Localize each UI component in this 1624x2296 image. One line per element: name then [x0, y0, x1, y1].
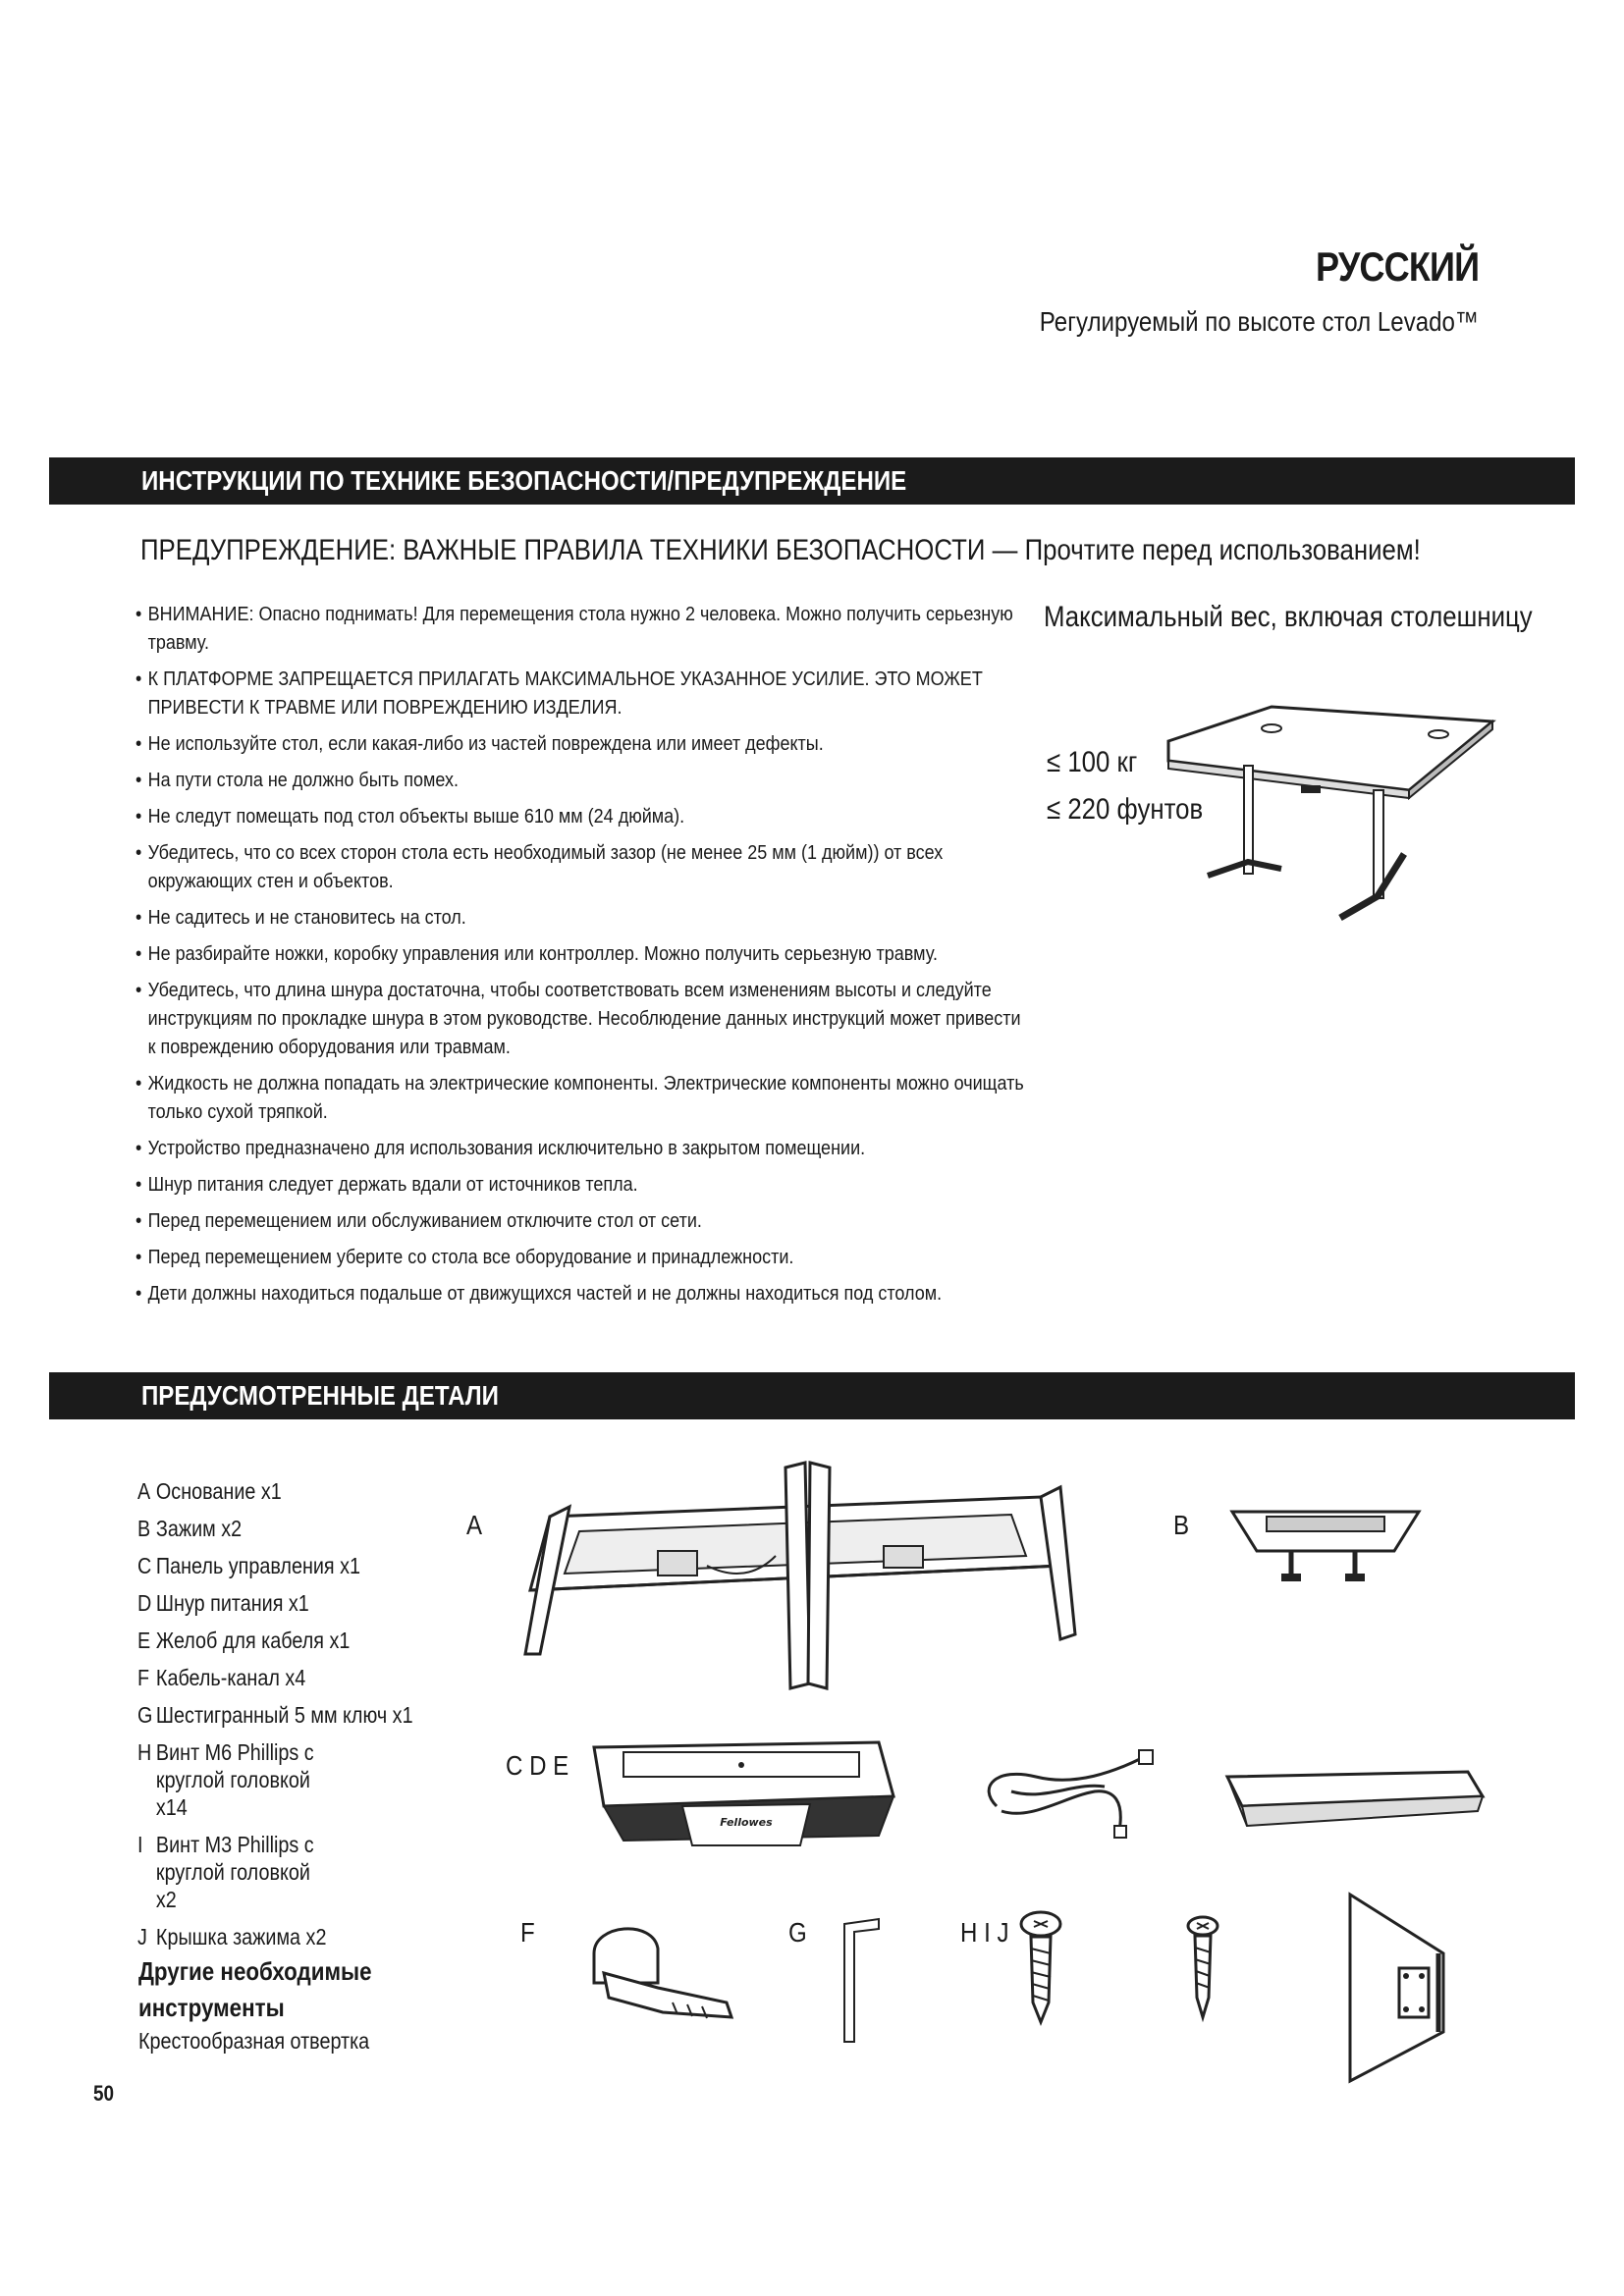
power-cord-illustration	[977, 1733, 1159, 1841]
screw-m6-illustration	[1016, 1909, 1065, 2027]
desk-illustration	[1164, 697, 1497, 933]
list-item	[137, 1696, 413, 1734]
part-description: Кабель-канал x4	[155, 1665, 306, 1690]
figure-label-f: F	[520, 1917, 535, 1948]
part-description: Винт M3 Phillips с круглой головкой x2	[155, 1832, 314, 1912]
figure-label-a: A	[466, 1510, 483, 1540]
part-letter: G	[137, 1702, 153, 1728]
part-letter: E	[137, 1628, 151, 1653]
part-description: Шестигранный 5 мм ключ x1	[155, 1702, 413, 1728]
list-item: • Устройство предназначено для использования исключительно в закрытом помещении.	[135, 1135, 1032, 1163]
list-item	[137, 1826, 413, 1918]
list-item: • Не используйте стол, если какая-либо из частей повреждена или имеет дефекты.	[135, 730, 1032, 759]
cable-tray-illustration	[1222, 1767, 1488, 1836]
part-description: Панель управления x1	[155, 1553, 361, 1578]
warning-heading: ПРЕДУПРЕЖДЕНИЕ: ВАЖНЫЕ ПРАВИЛА ТЕХНИКИ БЕЗОПАСНОСТИ — Прочтите перед использованием!	[140, 534, 1421, 566]
list-item: • Не следут помещать под стол объекты выше 610 мм (24 дюйма).	[135, 803, 1032, 831]
part-letter: B	[137, 1516, 151, 1541]
parts-section-title: ПРЕДУСМОТРЕННЫЕ ДЕТАЛИ	[141, 1380, 499, 1411]
safety-section-title: ИНСТРУКЦИИ ПО ТЕХНИКЕ БЕЗОПАСНОСТИ/ПРЕДУПРЕЖДЕНИЕ	[141, 465, 907, 496]
part-letter: J	[137, 1924, 147, 1949]
part-description: Желоб для кабеля x1	[155, 1628, 351, 1653]
list-item	[137, 1510, 413, 1547]
tools-title: Другие необходимые инструменты	[138, 1956, 372, 2022]
part-letter: F	[137, 1665, 150, 1690]
figure-label-cde: C D E	[506, 1750, 569, 1781]
figure-label-hij: H I J	[960, 1917, 1009, 1948]
list-item	[137, 1472, 413, 1510]
safety-instructions-list	[135, 601, 1024, 1316]
parts-list	[137, 1472, 458, 1955]
part-description: Крышка зажима x2	[155, 1924, 327, 1949]
language-title: РУССКИЙ	[1315, 243, 1479, 290]
cable-clip-illustration	[565, 1914, 741, 2032]
part-description: Основание x1	[155, 1478, 282, 1504]
max-weight-title: Максимальный вес, включая столешницу	[1044, 601, 1533, 633]
list-item	[137, 1659, 413, 1696]
list-item	[137, 1918, 413, 1955]
list-item	[137, 1734, 413, 1826]
part-letter: A	[137, 1478, 151, 1504]
screw-m3-illustration	[1183, 1914, 1222, 2022]
list-item	[137, 1547, 413, 1584]
list-item: • Перед перемещением или обслуживанием отключите стол от сети.	[135, 1207, 1032, 1236]
base-frame-illustration	[511, 1458, 1090, 1703]
document-subtitle: Регулируемый по высоте стол Levado™	[1039, 306, 1479, 337]
list-item: • Не разбирайте ножки, коробку управления или контроллер. Можно получить серьезную травму.	[135, 940, 1032, 969]
part-letter: D	[137, 1590, 152, 1616]
clamp-cover-illustration	[1345, 1890, 1463, 2086]
list-item: • К ПЛАТФОРМЕ ЗАПРЕЩАЕТСЯ ПРИЛАГАТЬ МАКСИМАЛЬНОЕ УКАЗАННОЕ УСИЛИЕ. ЭТО МОЖЕТ ПРИВЕСТИ К ТРАВМЕ ИЛИ ПОВРЕЖДЕНИЮ ИЗДЕЛИЯ.	[135, 666, 1032, 722]
list-item: • Не садитесь и не становитесь на стол.	[135, 904, 1032, 933]
part-letter: C	[137, 1553, 152, 1578]
tools-item: Крестообразная отвертка	[138, 2028, 370, 2054]
part-letter: I	[137, 1832, 143, 1857]
part-letter: H	[137, 1739, 152, 1765]
max-weight-kg: ≤ 100 кг	[1047, 746, 1138, 778]
list-item	[137, 1622, 413, 1659]
part-description: Винт M6 Phillips с круглой головкой x14	[155, 1739, 314, 1820]
panel-brand: Fellowes	[720, 1816, 773, 1829]
part-description: Зажим x2	[155, 1516, 243, 1541]
clamp-illustration	[1227, 1507, 1424, 1590]
max-weight-lb: ≤ 220 фунтов	[1047, 793, 1204, 826]
hex-key-illustration	[839, 1914, 889, 2047]
list-item: • Перед перемещением уберите со стола все оборудование и принадлежности.	[135, 1244, 1032, 1272]
list-item: • Жидкость не должна попадать на электрические компоненты. Электрические компоненты можно очищать только сухой тряпкой.	[135, 1070, 1032, 1127]
page-number: 50	[93, 2081, 115, 2106]
list-item: • ВНИМАНИЕ: Опасно поднимать! Для перемещения стола нужно 2 человека. Можно получить серьезную травму.	[135, 601, 1032, 658]
list-item: • На пути стола не должно быть помех.	[135, 767, 1032, 795]
figure-label-b: B	[1173, 1510, 1190, 1540]
figure-label-g: G	[788, 1917, 807, 1948]
list-item: • Шнур питания следует держать вдали от источников тепла.	[135, 1171, 1032, 1200]
parts-section-bar	[49, 1372, 1575, 1419]
control-panel-illustration	[584, 1728, 898, 1845]
list-item: • Убедитесь, что длина шнура достаточна, чтобы соответствовать всем изменениям высоты и следуйте инструкциям по прокладке шнура в этом руководстве. Несоблюдение данных инструкций может привести к повреждению оборудования или травмам.	[135, 977, 1032, 1062]
list-item	[137, 1584, 413, 1622]
list-item: • Убедитесь, что со всех сторон стола есть необходимый зазор (не менее 25 мм (1 дюйм)) от всех окружающих стен и объектов.	[135, 839, 1032, 896]
part-description: Шнур питания x1	[155, 1590, 309, 1616]
safety-section-bar	[49, 457, 1575, 505]
list-item: • Дети должны находиться подальше от движущихся частей и не должны находиться под столом.	[135, 1280, 1032, 1308]
